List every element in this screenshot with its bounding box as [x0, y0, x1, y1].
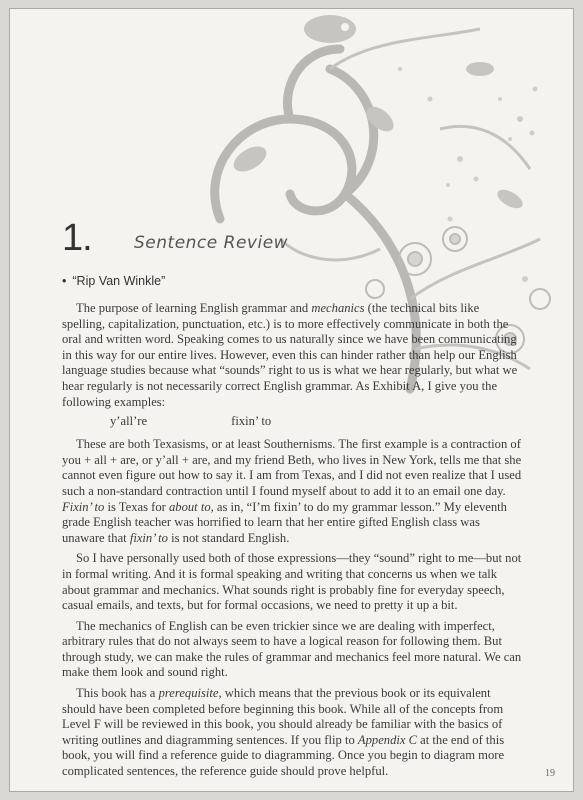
text-run: This book has a — [76, 686, 159, 701]
text-run: , which means that the previous book or its equivalent should have been completed before beginning this book. While all of the concepts from Level F will be reviewed in this book, you should already be familiar with the basics of writing outlines and diagramming sentences. If you flip to — [62, 686, 504, 747]
paragraph-5 — [62, 686, 522, 780]
section-bullet — [62, 274, 165, 288]
text-run: These are both Texasisms, or at least Southernisms. The first example is a contraction of you + all + are, or y’all + are, and my friend Beth, who lives in New York, tells me that she cannot even figure out how to say it. I am from Texas, and I did not even realize that I used such a non-standard contraction until I found myself about to add it to an email one day. — [62, 437, 522, 498]
text-run: is not standard English. — [167, 530, 290, 545]
paragraph-2 — [62, 437, 522, 546]
chapter-title: Sentence Review — [134, 233, 289, 253]
text-run: is Texas for — [104, 499, 169, 514]
page-number: 19 — [545, 768, 555, 779]
bullet-dot-icon: • — [62, 274, 67, 288]
emphasis: Appendix C — [357, 732, 418, 747]
emphasis: mechanics — [311, 301, 365, 315]
example-1: y’all’re — [110, 414, 148, 428]
text-run: (the technical bits like spelling, capitalization, punctuation, etc.) is to more effectively communicate in both the oral and written word. Speaking comes to us naturally since we have been communicating in this way for our entire lives. However, even this can hinder rather than help our English language studies because what “sounds” right to us is what we hear regularly, but what we hear regularly is not necessarily correct English grammar. As Exhibit A, I give you the following examples: — [62, 301, 518, 409]
example-2: fixin’ to — [231, 414, 272, 428]
emphasis: fixin’ to — [129, 530, 168, 545]
chapter-number: 1. — [62, 217, 92, 259]
book-page — [9, 8, 574, 792]
emphasis: Fixin’ to — [62, 499, 105, 514]
emphasis: prerequisite — [158, 686, 219, 701]
bullet-text: “Rip Van Winkle” — [72, 274, 166, 288]
text-run: The purpose of learning English grammar and — [76, 301, 312, 315]
paragraph-1 — [62, 301, 522, 410]
example-expressions — [110, 414, 271, 429]
text-run: at the end of this book, you will find a reference guide to diagramming. Once you begin to diagram more complicated sentences, the reference guide should prove helpful. — [62, 732, 505, 779]
text-run: , as in, “I’m fixin’ to do my grammar lesson.” My eleventh grade English teacher was horrified to learn that her entire gifted English class was unaware that — [62, 499, 507, 545]
body-text — [62, 301, 522, 785]
paragraph-4: The mechanics of English can be even trickier since we are dealing with imperfect, arbitrary rules that do not always seem to have a logical reason for following them. But through study, we can make the rules of grammar and mechanics feel more natural. We can make them look and sound right. — [62, 618, 522, 680]
emphasis: about to — [168, 499, 211, 514]
paragraph-3: So I have personally used both of those expressions—they “sound” right to me—but not in formal writing. And it is formal speaking and writing that concerns us when we talk about grammar and mechanics. What sounds right is probably fine for everyday speech, casual emails, and texts, but for formal occasions, we need to pretty it up a bit. — [62, 551, 522, 613]
